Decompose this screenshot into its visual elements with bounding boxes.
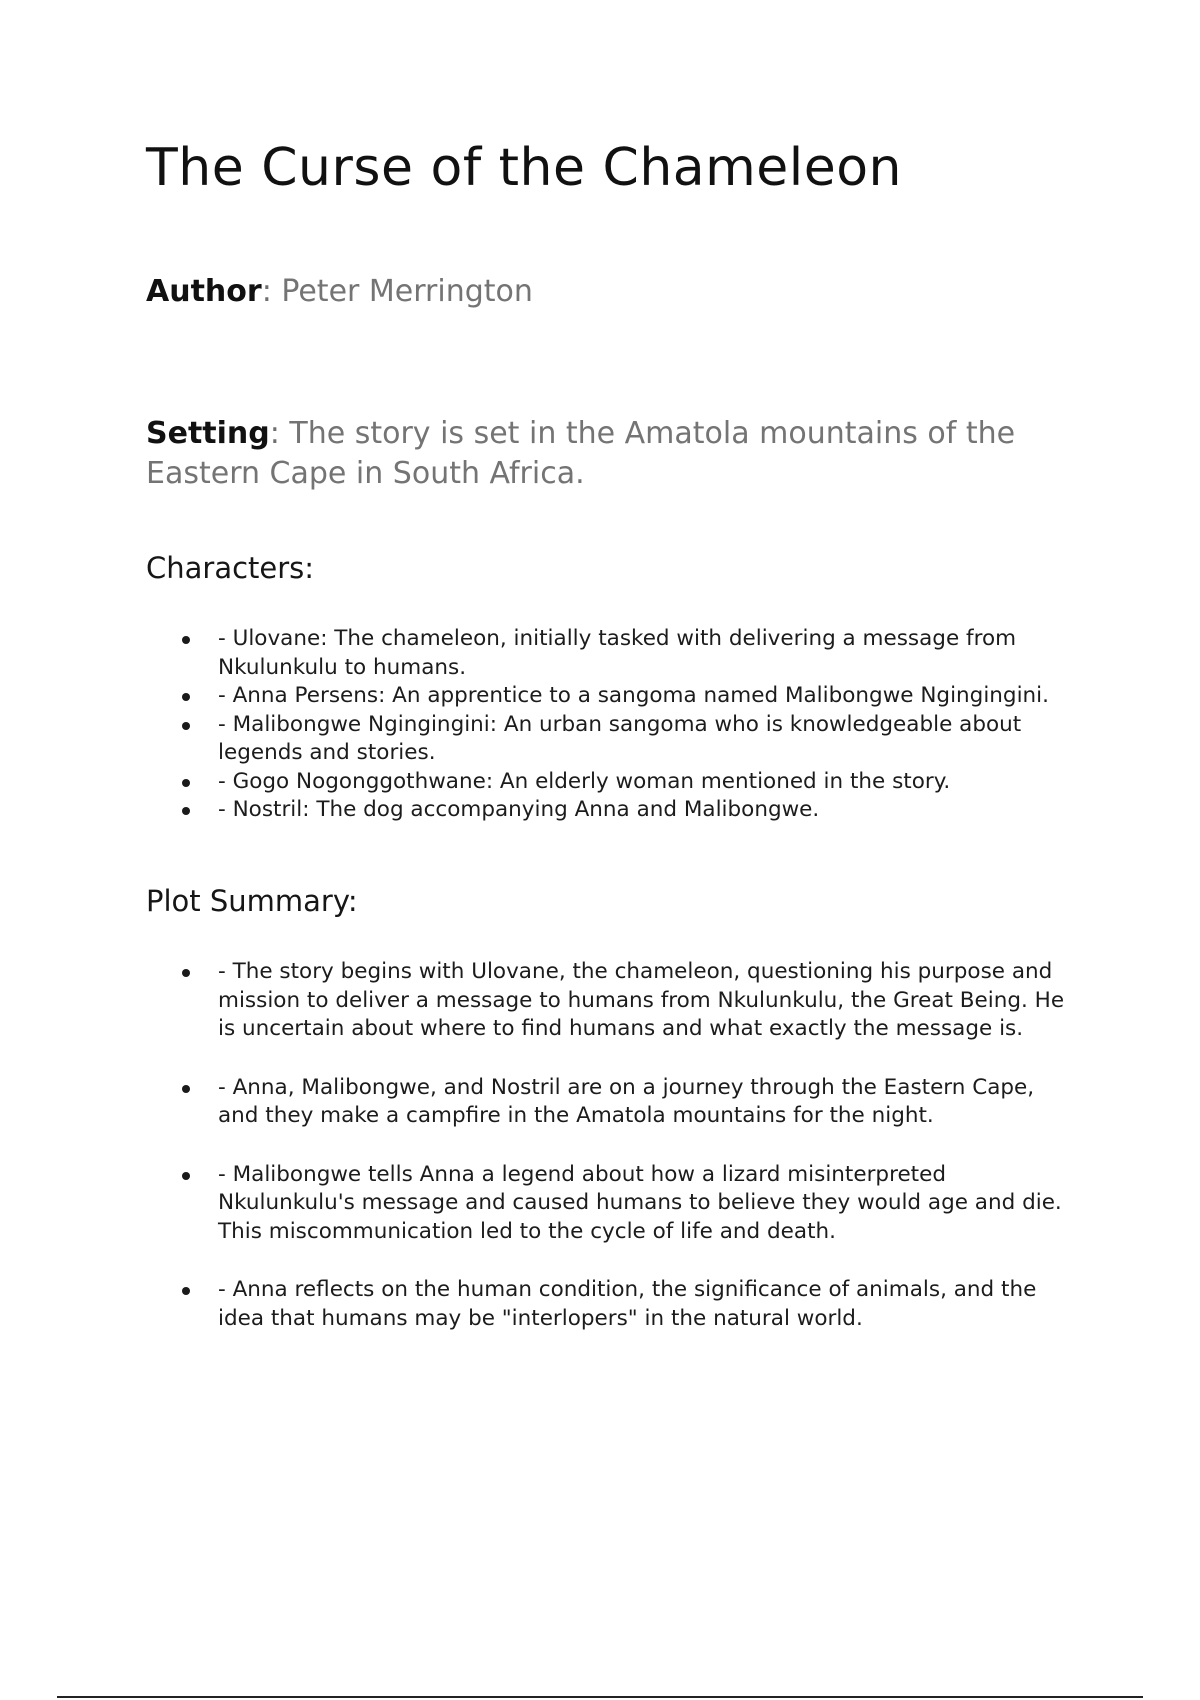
- setting-line: [146, 414, 1076, 494]
- bullet-icon: [182, 1172, 190, 1180]
- list-item: [180, 682, 1080, 711]
- author-label: Author: [146, 274, 262, 309]
- author-colon: :: [261, 274, 272, 309]
- list-item: [180, 625, 1080, 682]
- footer-divider: [57, 1696, 1143, 1698]
- list-item-text: - The story begins with Ulovane, the chameleon, questioning his purpose and mission to deliver a message to humans from Nkulunkulu, the Great Being. He is uncertain about where to find humans and what exactly the message is.: [218, 959, 1065, 1041]
- bullet-icon: [182, 1287, 190, 1295]
- list-item: [180, 768, 1080, 797]
- plot-summary-heading: Plot Summary:: [146, 884, 358, 918]
- list-item-text: - Gogo Nogonggothwane: An elderly woman mentioned in the story.: [218, 768, 951, 794]
- author-line: [146, 272, 1076, 312]
- list-item-text: - Anna reflects on the human condition, the significance of animals, and the idea that humans may be "interlopers" in the natural world.: [218, 1277, 1037, 1331]
- list-item-text: - Malibongwe tells Anna a legend about how a lizard misinterpreted Nkulunkulu's message and caused humans to believe they would age and die. This miscommunication led to the cycle of life and death.: [218, 1161, 1062, 1244]
- bullet-icon: [182, 1085, 190, 1093]
- list-item: [180, 1276, 1080, 1333]
- list-item-text: - Ulovane: The chameleon, initially tasked with delivering a message from Nkulunkulu to humans.: [218, 626, 1017, 680]
- setting-label: Setting: [146, 416, 270, 451]
- bullet-icon: [182, 693, 190, 701]
- list-item-text: - Malibongwe Ngingingini: An urban sangoma who is knowledgeable about legends and stories.: [218, 711, 1022, 765]
- list-item-text: - Anna, Malibongwe, and Nostril are on a journey through the Eastern Cape, and they make a campfire in the Amatola mountains for the night.: [218, 1074, 1035, 1128]
- bullet-icon: [182, 779, 190, 787]
- setting-value: The story is set in the Amatola mountains of the Eastern Cape in South Africa.: [146, 416, 1016, 491]
- characters-heading: Characters:: [146, 551, 315, 585]
- list-item: [180, 958, 1080, 1044]
- list-item: [180, 711, 1080, 768]
- list-item-text: - Anna Persens: An apprentice to a sangoma named Malibongwe Ngingingini.: [218, 683, 1049, 708]
- author-value: Peter Merrington: [271, 274, 533, 309]
- list-item: [180, 1161, 1080, 1247]
- list-item-text: - Nostril: The dog accompanying Anna and Malibongwe.: [218, 797, 820, 822]
- bullet-icon: [182, 969, 190, 977]
- characters-list: [180, 625, 1080, 825]
- document-title: The Curse of the Chameleon: [146, 138, 903, 198]
- bullet-icon: [182, 636, 190, 644]
- list-item: [180, 796, 1080, 825]
- plot-summary-list: [180, 958, 1080, 1363]
- setting-colon: :: [269, 416, 280, 451]
- bullet-icon: [182, 807, 190, 815]
- list-item: [180, 1074, 1080, 1131]
- bullet-icon: [182, 722, 190, 730]
